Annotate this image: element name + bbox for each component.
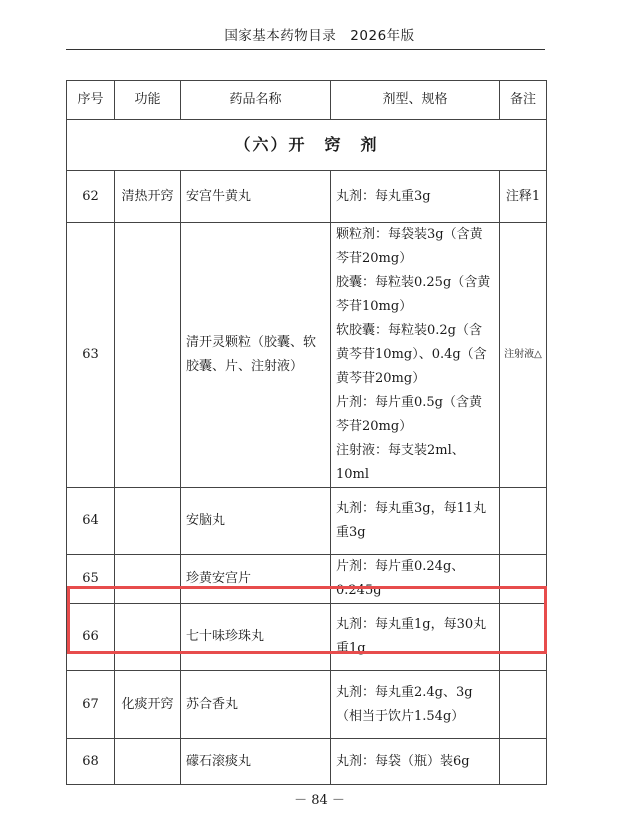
spec-line: 片剂：每片重0.5g（含黄芩苷20mg） [336,395,482,434]
cell-no: 66 [67,604,115,671]
spec-line: 注射液：每支装2ml、10ml [336,443,465,482]
spec-line: 丸剂：每丸重3g [336,188,431,204]
table-header-row [67,81,547,120]
cell-function: 化痰开窍 [115,671,181,739]
cell-drug-name: 苏合香丸 [181,671,331,739]
cell-drug-name: 礞石滚痰丸 [181,739,331,785]
cell-function [115,739,181,785]
cell-note: 注射液△ [500,223,547,488]
table-row-highlighted [67,604,547,671]
cell-no: 67 [67,671,115,739]
cell-note [500,671,547,739]
page-number: － 84 － [294,793,345,808]
cell-no: 62 [67,171,115,223]
spec-line: 软胶囊：每粒装0.2g（含黄芩苷10mg）、0.4g（含黄芩苷20mg） [336,323,487,386]
cell-note [500,555,547,604]
cell-note [500,488,547,555]
spec-line: 丸剂：每袋（瓶）装6g [336,753,470,769]
header-rule [66,49,545,50]
table-row [67,223,547,488]
cell-spec [331,223,500,488]
drug-table [66,80,547,785]
table-row [67,671,547,739]
column-header-function: 功能 [115,81,181,120]
table-row [67,555,547,604]
cell-function [115,488,181,555]
cell-spec [331,604,500,671]
cell-spec [331,739,500,785]
cell-no: 68 [67,739,115,785]
cell-spec [331,171,500,223]
cell-no: 64 [67,488,115,555]
cell-no: 63 [67,223,115,488]
cell-no: 65 [67,555,115,604]
cell-drug-name: 清开灵颗粒（胶囊、软胶囊、片、注射液） [181,223,331,488]
cell-function [115,604,181,671]
table-row [67,171,547,223]
cell-function: 清热开窍 [115,171,181,223]
spec-line: 胶囊：每粒装0.25g（含黄芩苷10mg） [336,275,491,314]
column-header-no: 序号 [67,81,115,120]
cell-drug-name: 安宫牛黄丸 [181,171,331,223]
spec-line: 颗粒剂：每袋装3g（含黄芩苷20mg） [336,227,483,266]
cell-note [500,604,547,671]
table-row [67,739,547,785]
section-row [67,120,547,171]
spec-line: 丸剂：每丸重2.4g、3g（相当于饮片1.54g） [336,684,473,724]
column-header-note: 备注 [500,81,547,120]
cell-note [500,739,547,785]
cell-drug-name: 安脑丸 [181,488,331,555]
cell-drug-name: 珍黄安宫片 [181,555,331,604]
spec-line: 丸剂：每丸重3g，每11丸重3g [336,501,487,540]
spec-line: 片剂：每片重0.24g、0.245g [336,559,465,598]
column-header-drug-name: 药品名称 [181,81,331,120]
column-header-dosage-spec: 剂型、规格 [331,81,500,120]
cell-note: 注释1 [500,171,547,223]
running-header: 国家基本药物目录 2026年版 [224,28,415,44]
table-row [67,488,547,555]
section-title: （六）开 窍 剂 [67,120,547,171]
cell-function [115,223,181,488]
cell-spec [331,488,500,555]
cell-spec [331,671,500,739]
spec-line: 丸剂：每丸重1g，每30丸重1g [336,617,487,656]
cell-spec [331,555,500,604]
cell-drug-name: 七十味珍珠丸 [181,604,331,671]
cell-function [115,555,181,604]
